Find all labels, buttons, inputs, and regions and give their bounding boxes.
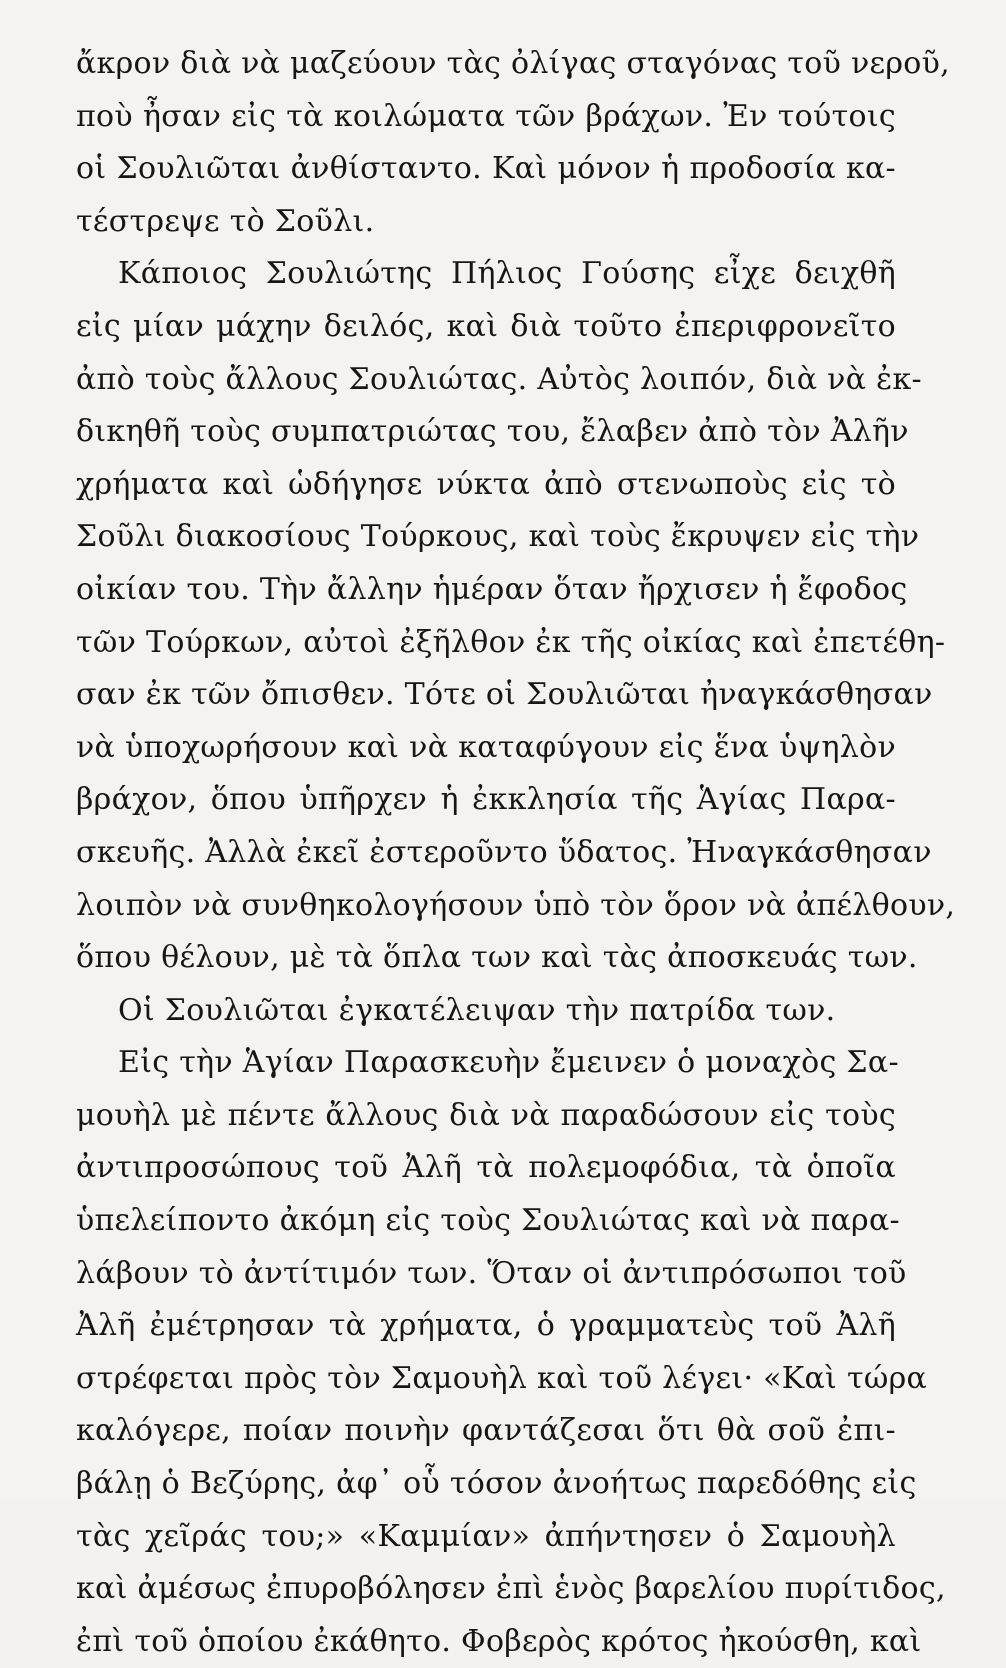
text-line: ἄκρον διὰ νὰ μαζεύουν τὰς ὀλίγας σταγόνας τοῦ νεροῦ, <box>76 46 950 81</box>
text-line: βάλῃ ὁ Βεζύρης, ἀφ᾿ οὗ τόσον ἀνοήτως παρεδόθης εἰς <box>76 1466 917 1502</box>
text-line: ἀπὸ τοὺς ἄλλους Σουλιώτας. Αὐτὸς λοιπόν, διὰ νὰ ἐκ- <box>76 361 922 397</box>
body-text <box>76 38 956 1668</box>
text-line: οἰκίαν του. Τὴν ἄλλην ἡμέραν ὅταν ἤρχισεν ἡ ἔφοδος <box>76 571 908 607</box>
text-line: τῶν Τούρκων, αὐτοὶ ἐξῆλθον ἐκ τῆς οἰκίας καὶ ἐπετέθη- <box>76 624 946 660</box>
text-line: τέστρεψε τὸ Σοῦλι. <box>76 203 375 239</box>
text-line: λάβουν τὸ ἀντίτιμόν των. Ὅταν οἱ ἀντιπρόσωποι τοῦ <box>76 1255 907 1291</box>
text-line: ποὺ ἦσαν εἰς τὰ κοιλώματα τῶν βράχων. Ἐν τούτοις <box>76 98 896 134</box>
text-line: ἐπὶ τοῦ ὁποίου ἐκάθητο. Φοβερὸς κρότος ἠκούσθη, καὶ <box>76 1623 922 1659</box>
text-line: σκευῆς. Ἀλλὰ ἐκεῖ ἐστεροῦντο ὕδατος. Ἠναγκάσθησαν <box>76 834 932 870</box>
text-line: σαν ἐκ τῶν ὄπισθεν. Τότε οἱ Σουλιῶται ἠναγκάσθησαν <box>76 677 933 713</box>
text-line: Ἀλῆ ἐμέτρησαν τὰ χρήματα, ὁ γραμματεὺς τοῦ Ἀλῆ <box>76 1308 896 1344</box>
text-line: βράχον, ὅπου ὑπῆρχεν ἡ ἐκκλησία τῆς Ἁγίας Παρα- <box>76 782 896 818</box>
text-line: εἰς μίαν μάχην δειλός, καὶ διὰ τοῦτο ἐπεριφρονεῖτο <box>76 308 896 344</box>
text-line: δικηθῆ τοὺς συμπατριώτας του, ἔλαβεν ἀπὸ τὸν Ἀλῆν <box>76 414 909 450</box>
text-line: μουὴλ μὲ πέντε ἄλλους διὰ νὰ παραδώσουν εἰς τοὺς <box>76 1097 896 1133</box>
text-line: στρέφεται πρὸς τὸν Σαμουὴλ καὶ τοῦ λέγει· «Καὶ τώρα <box>76 1360 928 1396</box>
text-line: ἀντιπροσώπους τοῦ Ἀλῆ τὰ πολεμοφόδια, τὰ ὁποῖα <box>76 1150 896 1186</box>
text-line: χρήματα καὶ ὡδήγησε νύκτα ἀπὸ στενωποὺς εἰς τὸ <box>76 466 896 502</box>
text-line: Σοῦλι διακοσίους Τούρκους, καὶ τοὺς ἔκρυψεν εἰς τὴν <box>76 519 920 555</box>
text-line: τὰς χεῖράς του;» «Καμμίαν» ἀπήντησεν ὁ Σαμουὴλ <box>76 1518 896 1554</box>
paragraph-start-line: Κάποιος Σουλιώτης Πήλιος Γούσης εἶχε δειχθῆ <box>118 256 896 292</box>
text-line: καὶ ἀμέσως ἐπυροβόλησεν ἐπὶ ἑνὸς βαρελίου πυρίτιδος, <box>76 1571 946 1607</box>
paragraph-start-line: Εἰς τὴν Ἁγίαν Παρασκευὴν ἔμεινεν ὁ μοναχὸς Σα- <box>118 1045 899 1081</box>
text-line: λοιπὸν νὰ συνθηκολογήσουν ὑπὸ τὸν ὅρον νὰ ἀπέλθουν, <box>76 887 956 923</box>
text-line: καλόγερε, ποίαν ποινὴν φαντάζεσαι ὅτι θὰ σοῦ ἐπι- <box>76 1413 896 1449</box>
text-line: νὰ ὑποχωρήσουν καὶ νὰ καταφύγουν εἰς ἕνα ὑψηλὸν <box>76 729 896 765</box>
text-line: ὑπελείποντο ἀκόμη εἰς τοὺς Σουλιώτας καὶ νὰ παρα- <box>76 1203 900 1239</box>
paragraph-start-line: Οἱ Σουλιῶται ἐγκατέλειψαν τὴν πατρίδα των. <box>118 992 836 1028</box>
text-line: ὅπου θέλουν, μὲ τὰ ὅπλα των καὶ τὰς ἀποσκευάς των. <box>76 940 918 976</box>
text-line: οἱ Σουλιῶται ἀνθίσταντο. Καὶ μόνον ἡ προδοσία κα- <box>76 151 896 187</box>
